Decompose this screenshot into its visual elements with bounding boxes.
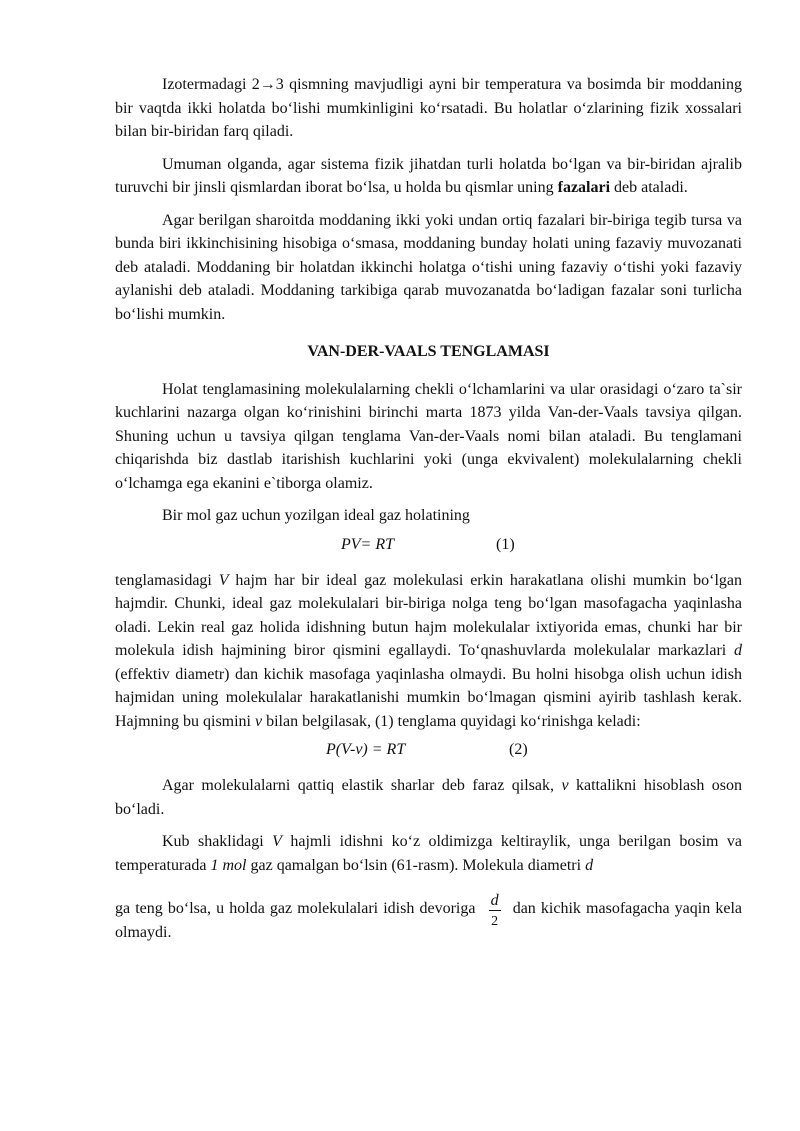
symbol-V: V	[272, 833, 282, 850]
text-run: Umuman olganda, agar sistema fizik jihatdan turli holatda bo‘lgan va bir-biridan ajralib turuvchi bir jinsli qismlardan iborat bo‘lsa, u holda bu qismlar uning	[115, 155, 742, 196]
paragraph-phase-equilibrium: Agar berilgan sharoitda moddaning ikki yoki undan ortiq fazalari bir-biriga tegib tursa va bunda biri ikkinchisining hisobiga o‘smasa, moddaning bunday holati uning fazaviy muvozanati deb ataladi. Moddaning bir holatdan ikkinchi holatga o‘tishi uning fazaviy o‘tishi yoki fazaviy aylanishi deb ataladi. Moddaning tarkibiga qarab muvozanatda bo‘ladigan fazalar soni turlicha bo‘lishi mumkin.	[115, 211, 742, 323]
paragraph-phase-definition	[115, 153, 742, 200]
equation-1	[115, 536, 742, 560]
section-heading: VAN-DER-VAALS TENGLAMASI	[307, 343, 550, 360]
paragraph-van-der-waals-intro: Holat tenglamasining molekulalarning chekli o‘lchamlarini va ular orasidagi o‘zaro ta`sir kuchlarini nazarga olgan ko‘rinishini birinchi marta 1873 yilda Van-der-Vaals tavsiya qilgan. Shuning uchun u tavsiya qilgan tenglama Van-der-Vaals nomi bilan ataladi. Bu tenglamani chiqarishda biz dastlab itarishish kuchlarini yoki (unga ekvivalent) molekulalarning chekli o‘lchamga ega ekanini e`tiborga olamiz.	[115, 380, 742, 492]
text-run: Kub shaklidagi	[162, 833, 273, 850]
equation-2	[115, 741, 742, 765]
symbol-d: d	[585, 856, 594, 874]
symbol-v: v	[255, 712, 263, 730]
text-run: ga teng bo‘lsa, u holda gaz molekulalari idish devoriga	[115, 900, 481, 917]
text-run: dan kichik masofagacha yaqin kela olmaydi.	[115, 900, 742, 941]
symbol-v: v	[561, 777, 569, 794]
text-run: deb ataladi.	[610, 179, 688, 196]
text-run: gaz qamalgan bo‘lsin (61-rasm). Molekula diametri	[246, 856, 586, 874]
equation-1-formula: PV= RT	[341, 535, 395, 553]
fraction-numerator: d	[490, 892, 499, 909]
text-run: bilan belgilasak, (1) tenglama quyidagi ko‘rinishga keladi:	[262, 712, 641, 730]
paragraph-cube-vessel-continued	[115, 892, 742, 944]
term-fazalari: fazalari	[557, 179, 611, 196]
symbol-V: V	[218, 571, 229, 589]
text-run: kattalikni hisoblash oson bo‘ladi.	[115, 777, 743, 818]
equation-1-number: (1)	[496, 535, 515, 553]
paragraph-ideal-gas-intro: Bir mol gaz uchun yozilgan ideal gaz holatining	[162, 507, 470, 524]
text-run: hajm har bir ideal gaz molekulasi erkin harakatlana olishi mumkin bo‘lgan hajmdir. Chunki, ideal gaz molekulalari bir-biriga nolga teng bo‘lgan masofagacha yaqinlasha oladi. Lekin real gaz holida idishning butun hajm molekulalar ixtiyorida emas, chunki har bir molekula idish hajmining biror qismini egallaydi. To‘qnashuvlarda molekulalar markazlari	[115, 571, 743, 659]
paragraph-volume-explanation	[115, 569, 742, 734]
equation-2-formula: P(V-v) = RT	[326, 741, 406, 758]
symbol-d: d	[734, 642, 742, 659]
fraction-denominator: 2	[491, 914, 499, 929]
text-run: (effektiv diametr) dan kichik masofaga yaqinlasha olmaydi. Bu holni hisobga olish uchun idish hajmidan uning molekulalar harakatlanishi mumkin bo‘lmagan qismini ayirib tashlash kerak. Hajmning bu qismini	[115, 665, 742, 730]
paragraph-phase-coexistence: Izotermadagi 2→3 qismning mavjudligi ayni bir temperatura va bosimda bir moddaning bir vaqtda ikki holatda bo‘lishi mumkinligini ko‘rsatadi. Bu holatlar o‘zlarining fizik xossalari bilan bir-biridan farq qiladi.	[115, 76, 742, 140]
text-1-mol: 1 mol	[210, 856, 247, 874]
equation-2-number: (2)	[509, 741, 528, 758]
text-run: tenglamasidagi	[115, 571, 219, 589]
text-run: hajmli idishni ko‘z oldimizga keltiraylik, unga berilgan bosim va temperaturada	[115, 833, 743, 874]
text-run: Agar molekulalarni qattiq elastik sharlar deb faraz qilsak,	[162, 777, 562, 794]
paragraph-hard-spheres	[115, 774, 742, 821]
paragraph-cube-vessel	[115, 830, 742, 877]
document-page	[115, 73, 742, 944]
